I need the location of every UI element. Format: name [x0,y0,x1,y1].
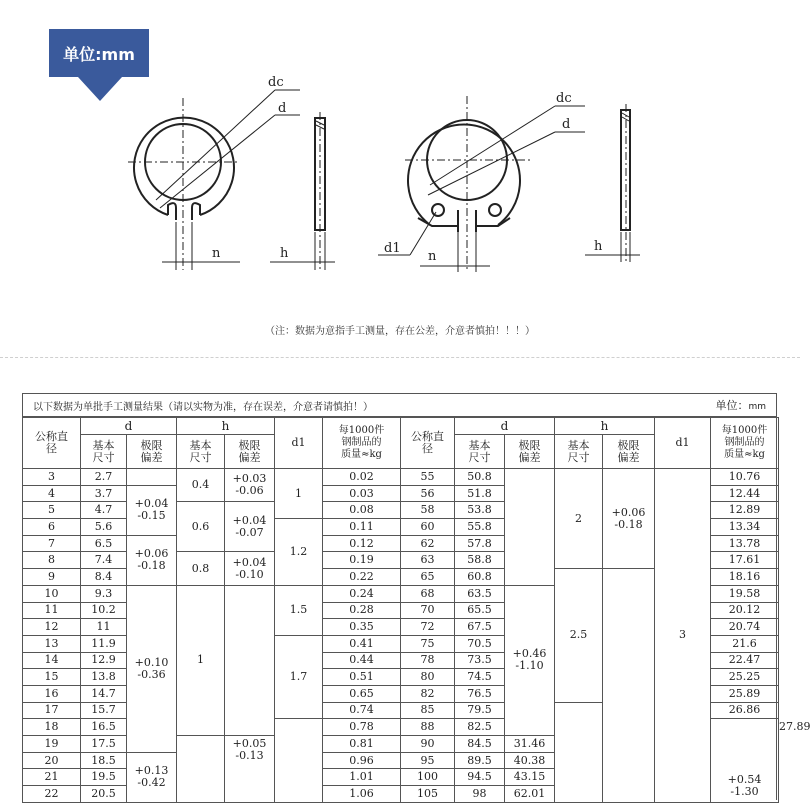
cell-d1: 1.7 [275,635,323,718]
cell-weight: 0.81 [323,736,401,753]
cell-weight: 0.65 [323,685,401,702]
cell-d: 9.3 [81,585,127,602]
hdr-nominal-right: 公称直 径 [401,418,455,469]
cell-nominal: 75 [401,635,455,652]
table-row [23,469,779,486]
cell-d: 89.5 [455,752,505,769]
table-unit-label: 单位： [715,399,749,412]
table-title: 以下数据为单批手工测量结果（请以实物为准，存在误差，介意者请慎拍！） [33,401,373,413]
cell-d: 53.8 [455,502,505,519]
cell-d1: 3 [655,469,711,803]
hdr-weight-right: 每1000件 钢制品的 质量≈kg [711,418,779,469]
label-dc-right: dc [556,91,572,106]
hdr-d-basic-left: 基本 尺寸 [81,435,127,469]
cell-weight: 19.58 [711,585,779,602]
cell-nominal: 5 [23,502,81,519]
cell-d: 20.5 [81,786,127,803]
cell-d: 2.7 [81,469,127,486]
left-ring-lugs [168,203,200,220]
label-n-left: n [212,246,221,261]
hdr-h-left: h [177,418,275,435]
cell-nominal: 65 [401,569,455,586]
hdr-h-limit-right: 极限 偏差 [603,435,655,469]
cell-d1 [275,719,323,802]
cell-weight: 0.74 [323,702,401,719]
cell-weight: 17.61 [711,552,779,569]
cell-h-tol [225,585,275,735]
hdr-h-basic-left: 基本 尺寸 [177,435,225,469]
cell-weight: 0.08 [323,502,401,519]
cell-nominal: 4 [23,485,81,502]
cell-d: 15.7 [81,702,127,719]
cell-nominal: 18 [23,719,81,736]
cell-h: 0.6 [177,502,225,552]
cell-nominal: 82 [401,685,455,702]
cell-nominal: 88 [401,719,455,736]
cell-weight: 40.38 [505,752,555,769]
cell-weight: 12.44 [711,485,779,502]
cell-nominal: 8 [23,552,81,569]
cell-nominal: 63 [401,552,455,569]
cell-nominal: 14 [23,652,81,669]
cell-d: 58.8 [455,552,505,569]
cell-d: 11 [81,619,127,636]
cell-nominal: 16 [23,685,81,702]
right-ring-hole-right [489,204,501,216]
hdr-d1-left: d1 [275,418,323,469]
cell-nominal: 17 [23,702,81,719]
cell-d: 5.6 [81,519,127,536]
cell-weight: 0.11 [323,519,401,536]
table-title-row [23,394,776,417]
cell-d: 12.9 [81,652,127,669]
cell-h-tol: +0.05 -0.13 [225,736,275,803]
hdr-weight-left: 每1000件 钢制品的 质量≈kg [323,418,401,469]
cell-d: 14.7 [81,685,127,702]
measurement-note: （注：数据为意指手工测量，存在公差，介意者慎拍！！！） [265,326,535,337]
cell-d-tol: +0.06 -0.18 [127,535,177,585]
table-unit-value: mm [748,402,766,412]
cell-weight: 25.89 [711,685,779,702]
cell-weight: 18.16 [711,569,779,586]
cell-h-tol: +0.06 -0.18 [603,469,655,569]
cell-weight: 13.78 [711,535,779,552]
cell-nominal: 19 [23,736,81,753]
cell-nominal: 22 [23,786,81,803]
cell-nominal: 21 [23,769,81,786]
cell-weight: 26.86 [711,702,779,719]
cell-weight: 31.46 [505,736,555,753]
cell-d1: 1.5 [275,585,323,635]
cell-d: 82.5 [455,719,505,736]
cell-d: 4.7 [81,502,127,519]
cell-d: 19.5 [81,769,127,786]
cell-h-tol: +0.03 -0.06 [225,469,275,502]
cell-nominal: 56 [401,485,455,502]
cell-d: 73.5 [455,652,505,669]
cell-weight: 25.25 [711,669,779,686]
cell-nominal: 100 [401,769,455,786]
cell-nominal: 90 [401,736,455,753]
hdr-d-basic-right: 基本 尺寸 [455,435,505,469]
right-ring-lugs [418,210,510,232]
cell-d: 11.9 [81,635,127,652]
cell-d: 84.5 [455,736,505,753]
hdr-d-limit-left: 极限 偏差 [127,435,177,469]
cell-d: 13.8 [81,669,127,686]
cell-h: 2.5 [555,569,603,703]
label-d-right: d [562,117,571,132]
cell-d: 8.4 [81,569,127,586]
cell-weight: 43.15 [505,769,555,786]
table-unit [715,397,766,413]
cell-nominal: 9 [23,569,81,586]
cell-d: 18.5 [81,752,127,769]
cell-weight: 10.76 [711,469,779,486]
cell-d: 65.5 [455,602,505,619]
cell-nominal: 10 [23,585,81,602]
cell-nominal: 78 [401,652,455,669]
cell-h-tol: +0.04 -0.10 [225,552,275,585]
cell-weight: 1.01 [323,769,401,786]
cell-weight: 0.19 [323,552,401,569]
cell-d: 51.8 [455,485,505,502]
cell-d-tol: +0.10 -0.36 [127,585,177,752]
table-row: 18 16.5 0.78 88 82.5 +0.54 -1.30 27.89 [23,719,779,736]
circlip-drawing [0,0,800,320]
cell-d: 67.5 [455,619,505,636]
cell-weight: 0.51 [323,669,401,686]
cell-weight: 0.28 [323,602,401,619]
cell-weight: 0.96 [323,752,401,769]
cell-h-tol [603,569,655,803]
cell-h: 2 [555,469,603,569]
cell-weight: 22.47 [711,652,779,669]
cell-nominal: 60 [401,519,455,536]
cell-weight: 0.22 [323,569,401,586]
cell-weight: 1.06 [323,786,401,803]
cell-nominal: 70 [401,602,455,619]
hdr-h-limit-left: 极限 偏差 [225,435,275,469]
label-d1-right: d1 [384,241,401,256]
cell-nominal: 7 [23,535,81,552]
cell-weight: 13.34 [711,519,779,536]
cell-weight: 20.12 [711,602,779,619]
cell-d: 3.7 [81,485,127,502]
cell-nominal: 11 [23,602,81,619]
cell-d-tol: +0.13 -0.42 [127,752,177,802]
cell-d: 57.8 [455,535,505,552]
cell-weight: 0.02 [323,469,401,486]
cell-d-tol [127,469,177,486]
right-ring-hole-left [432,204,444,216]
cell-d: 10.2 [81,602,127,619]
cell-weight: 12.89 [711,502,779,519]
cell-h: 1 [177,585,225,735]
label-d-left: d [278,101,287,116]
cell-weight: 62.01 [505,786,555,803]
label-h-right: h [594,239,603,254]
cell-nominal: 85 [401,702,455,719]
cell-nominal: 68 [401,585,455,602]
cell-h [555,702,603,802]
cell-weight: 20.74 [711,619,779,636]
cell-weight: 0.78 [323,719,401,736]
cell-d-tol: +0.54 -1.30 [711,719,779,802]
cell-nominal: 105 [401,786,455,803]
cell-d: 63.5 [455,585,505,602]
cell-d1: 1 [275,469,323,519]
spec-table [22,393,811,800]
cell-nominal: 15 [23,669,81,686]
cell-h [177,736,225,803]
label-n-right: n [428,249,437,264]
cell-d: 50.8 [455,469,505,486]
cell-nominal: 95 [401,752,455,769]
cell-d1: 1.2 [275,519,323,586]
cell-weight: 0.03 [323,485,401,502]
cell-d: 17.5 [81,736,127,753]
cell-d-tol [505,469,555,586]
hdr-d-right: d [455,418,555,435]
cell-weight: 0.24 [323,585,401,602]
section-divider [0,357,800,358]
cell-d: 6.5 [81,535,127,552]
cell-d: 74.5 [455,669,505,686]
label-dc-left: dc [268,75,284,90]
cell-d: 79.5 [455,702,505,719]
cell-weight: 0.35 [323,619,401,636]
label-h-left: h [280,246,289,261]
hdr-d1-right: d1 [655,418,711,469]
cell-weight: 0.41 [323,635,401,652]
cell-d: 94.5 [455,769,505,786]
cell-d: 60.8 [455,569,505,586]
unit-badge-label: 单位:mm [63,44,135,64]
cell-h: 0.8 [177,552,225,585]
cell-nominal: 20 [23,752,81,769]
cell-d: 16.5 [81,719,127,736]
cell-nominal: 13 [23,635,81,652]
cell-weight: 0.12 [323,535,401,552]
cell-nominal: 72 [401,619,455,636]
cell-nominal: 55 [401,469,455,486]
cell-nominal: 58 [401,502,455,519]
cell-weight: 0.44 [323,652,401,669]
hdr-d-left: d [81,418,177,435]
cell-d: 76.5 [455,685,505,702]
cell-d-tol: +0.46 -1.10 [505,585,555,735]
cell-d: 55.8 [455,519,505,536]
hdr-nominal-left: 公称直 径 [23,418,81,469]
hdr-h-basic-right: 基本 尺寸 [555,435,603,469]
cell-nominal: 80 [401,669,455,686]
cell-nominal: 6 [23,519,81,536]
cell-d-tol: +0.04 -0.15 [127,485,177,535]
cell-d: 70.5 [455,635,505,652]
cell-nominal: 62 [401,535,455,552]
cell-nominal: 12 [23,619,81,636]
cell-weight: 21.6 [711,635,779,652]
hdr-h-right: h [555,418,655,435]
spec-grid [22,417,811,803]
cell-nominal: 3 [23,469,81,486]
cell-h-tol: +0.04 -0.07 [225,502,275,552]
cell-d: 98 [455,786,505,803]
cell-h: 0.4 [177,469,225,502]
cell-d: 7.4 [81,552,127,569]
hdr-d-limit-right: 极限 偏差 [505,435,555,469]
